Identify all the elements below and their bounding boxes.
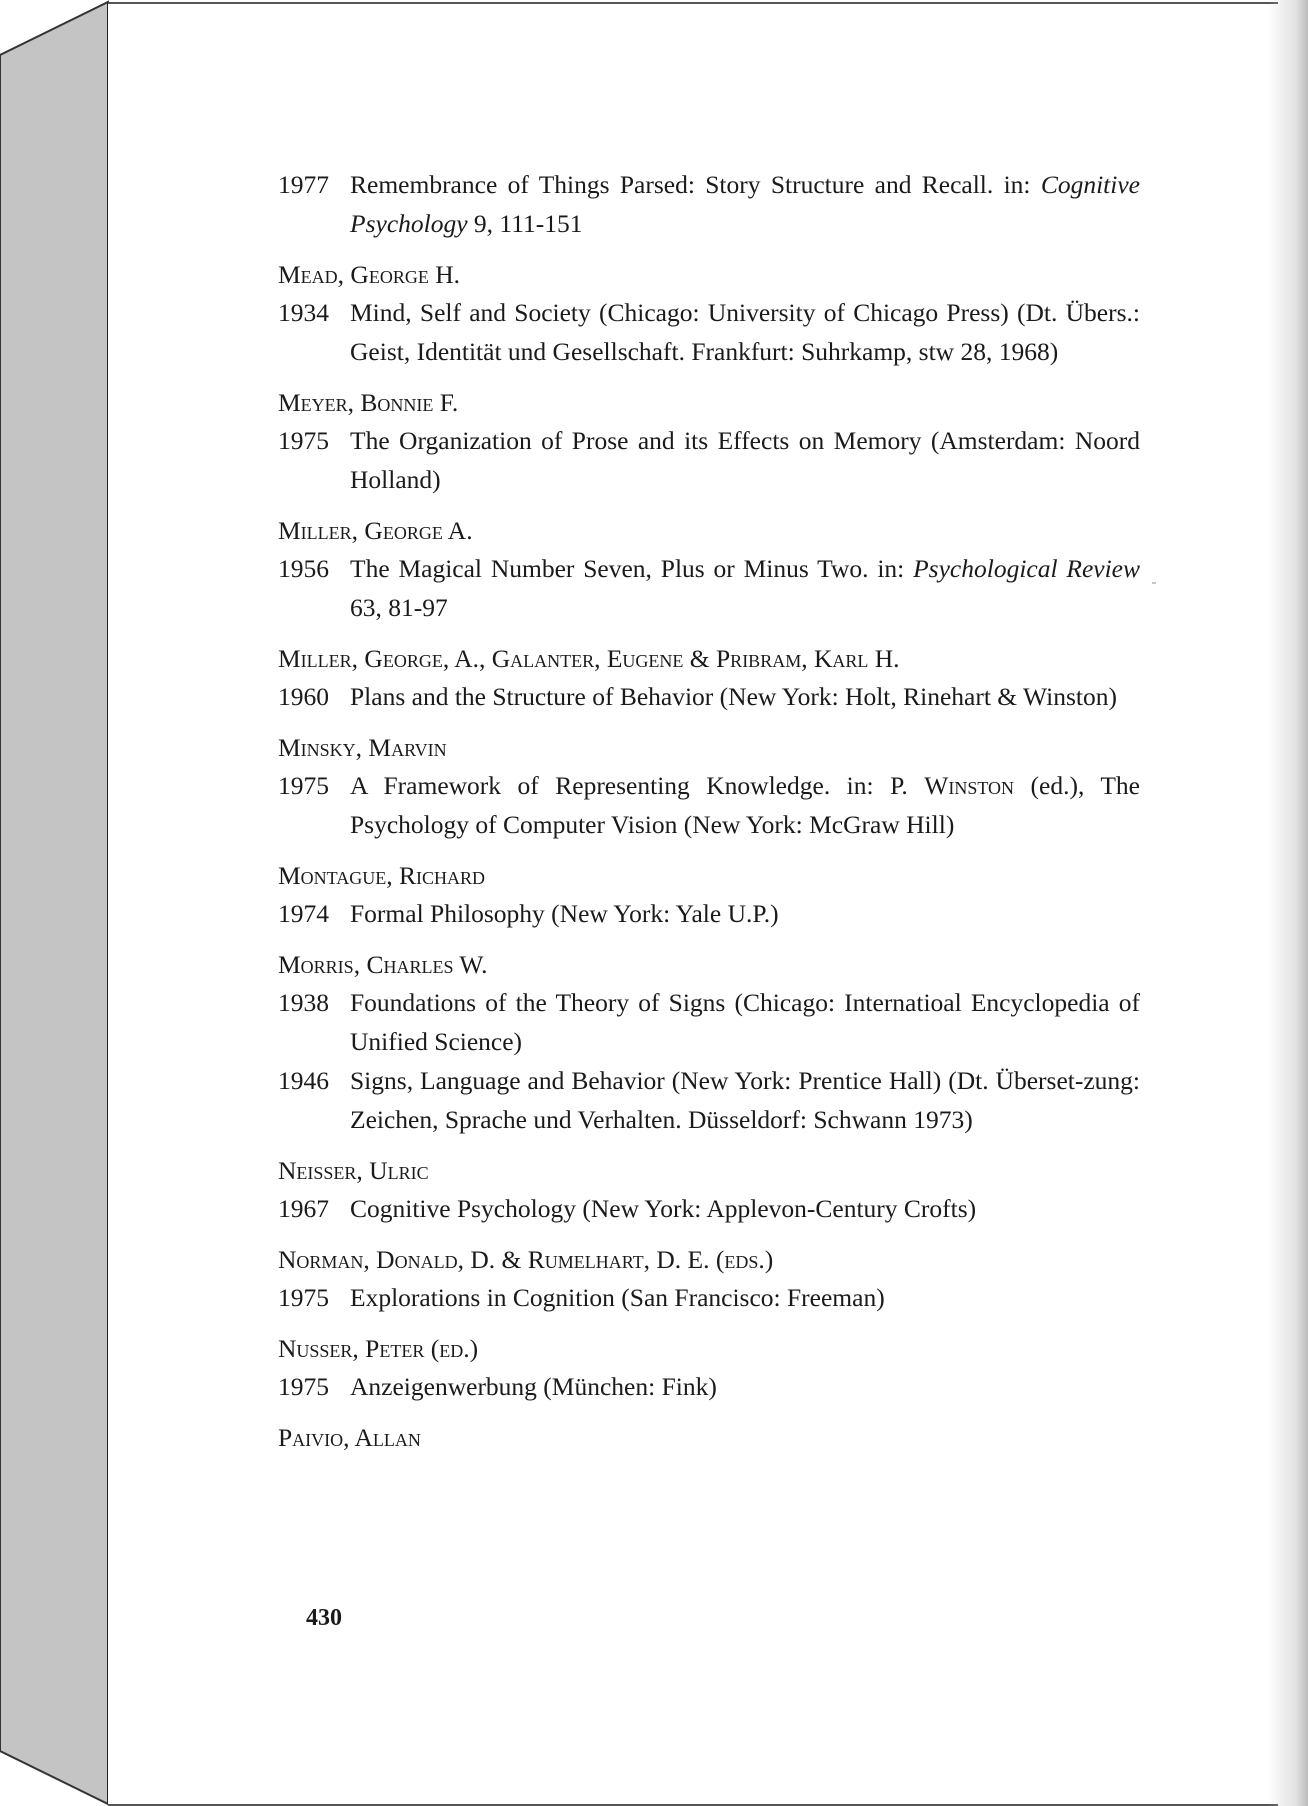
publication-year: 1974: [278, 899, 329, 928]
work-text: The Magical Number Seven, Plus or Minus Two. in:: [350, 554, 905, 583]
bibliography-entry: [278, 947, 1140, 1139]
publication-year: 1975: [278, 771, 329, 800]
author-name: Miller, George A.: [278, 516, 473, 545]
work-text: Cognitive Psychology (New York: Applevon-Century Crofts): [350, 1194, 977, 1223]
work-text: Remembrance of Things Parsed: Story Structure and Recall. in:: [350, 170, 1031, 199]
work-text: The Organization of Prose and its Effects on Memory (Amsterdam: Noord Holland): [350, 426, 1140, 494]
bibliography-entry: [278, 385, 1140, 499]
work-item: [278, 293, 1140, 371]
work-text: Explorations in Cognition (San Francisco: Freeman): [350, 1283, 885, 1312]
bibliography-entry: [278, 858, 1140, 933]
work-title: [350, 1367, 1140, 1406]
publication-year: 1975: [278, 1372, 329, 1401]
work-text: Anzeigenwerbung (München: Fink): [350, 1372, 717, 1401]
work-title: [350, 293, 1140, 371]
bibliography-entry: [278, 1153, 1140, 1228]
author-name: Meyer, Bonnie F.: [278, 388, 459, 417]
page-number: 430: [306, 1605, 342, 1631]
bibliography-entry: [278, 1420, 1140, 1456]
bibliography-entry: [278, 730, 1140, 844]
author-name: Norman, Donald, D. & Rumelhart, D. E. (eds.): [278, 1245, 774, 1274]
author-name: Minsky, Marvin: [278, 733, 447, 762]
work-text-continued: 63, 81-97: [350, 593, 448, 622]
work-item: [278, 549, 1140, 627]
editor-name: Winston: [924, 771, 1015, 800]
work-text: Plans and the Structure of Behavior (New York: Holt, Rinehart & Winston): [350, 682, 1117, 711]
publication-year: 1934: [278, 298, 329, 327]
work-item: [278, 1189, 1140, 1228]
journal-title: Psychological Review: [913, 554, 1141, 583]
author-name: Montague, Richard: [278, 861, 485, 890]
work-text: A Framework of Representing Knowledge. in: P.: [350, 771, 908, 800]
author-name: Mead, George H.: [278, 260, 460, 289]
page-edge-shadow: [1268, 0, 1308, 1806]
publication-year: 1975: [278, 1283, 329, 1312]
work-title: [350, 1061, 1140, 1139]
author-name: Miller, George, A., Galanter, Eugene & Pribram, Karl H.: [278, 644, 900, 673]
publication-year: 1946: [278, 1066, 329, 1095]
work-item: [278, 1061, 1140, 1139]
author-name: Paivio, Allan: [278, 1423, 421, 1452]
work-title: [350, 677, 1140, 716]
work-item: [278, 1278, 1140, 1317]
publication-year: 1960: [278, 682, 329, 711]
work-item: [278, 1367, 1140, 1406]
publication-year: 1977: [278, 170, 329, 199]
work-item: [278, 165, 1140, 243]
author-name: Neisser, Ulric: [278, 1156, 429, 1185]
work-text: Formal Philosophy (New York: Yale U.P.): [350, 899, 779, 928]
work-item: [278, 983, 1140, 1061]
work-title: [350, 894, 1140, 933]
work-title: [350, 165, 1140, 243]
bibliography-entry: [278, 513, 1140, 627]
work-title: [350, 1189, 1140, 1228]
work-title: [350, 1278, 1140, 1317]
work-text: Mind, Self and Society (Chicago: University of Chicago Press) (Dt. Übers.: Geist, Identität und Gesellschaft. Frankfurt: Suhrkamp, stw 28, 1968): [350, 298, 1140, 366]
work-title: [350, 983, 1140, 1061]
publication-year: 1967: [278, 1194, 329, 1223]
work-title: [350, 549, 1140, 627]
work-item: [278, 894, 1140, 933]
bibliography-entry: [278, 165, 1140, 243]
bibliography-list: [278, 165, 1140, 1470]
author-name: Morris, Charles W.: [278, 950, 488, 979]
work-item: [278, 766, 1140, 844]
page-speck: [1152, 582, 1156, 584]
journal-title: Cognitive Psychology: [350, 170, 1140, 238]
publication-year: 1975: [278, 426, 329, 455]
publication-year: 1938: [278, 988, 329, 1017]
bibliography-entry: [278, 257, 1140, 371]
work-title: [350, 766, 1140, 844]
bibliography-entry: [278, 1242, 1140, 1317]
work-text-continued: (ed.), The Psychology of Computer Vision (New York: McGraw Hill): [350, 771, 1140, 839]
work-text-continued: 9, 111-151: [467, 209, 583, 238]
bibliography-entry: [278, 641, 1140, 716]
work-text: Foundations of the Theory of Signs (Chicago: Internatioal Encyclopedia of Unified Science): [350, 988, 1140, 1056]
book-spine: [0, 0, 112, 1806]
work-item: [278, 677, 1140, 716]
work-item: [278, 421, 1140, 499]
work-text: Signs, Language and Behavior (New York: Prentice Hall) (Dt. Überset-zung: Zeichen, Sprache und Verhalten. Düsseldorf: Schwann 1973): [350, 1066, 1140, 1134]
bibliography-entry: [278, 1331, 1140, 1406]
work-title: [350, 421, 1140, 499]
publication-year: 1956: [278, 554, 329, 583]
author-name: Nusser, Peter (ed.): [278, 1334, 479, 1363]
